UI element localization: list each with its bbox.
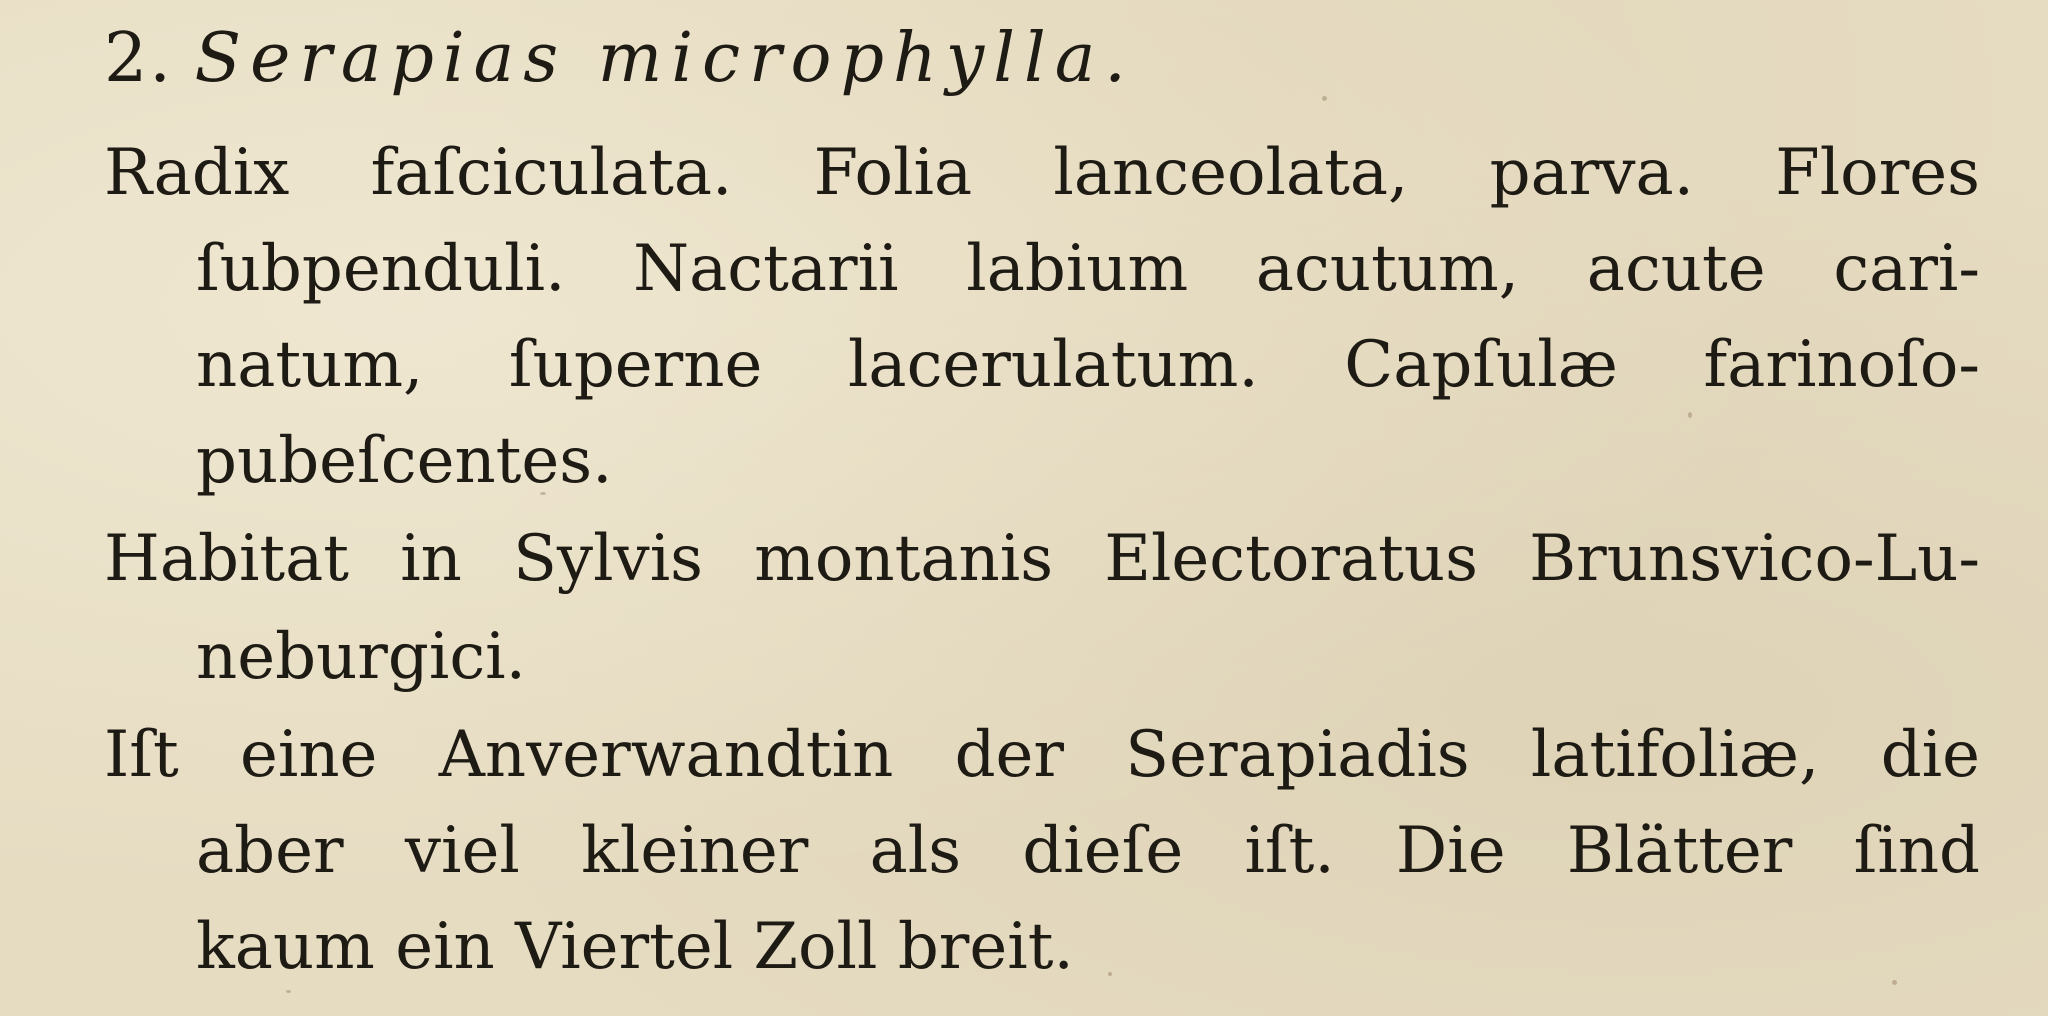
species-number: 2. (104, 19, 173, 98)
species-heading (104, 4, 1135, 114)
paper-speck (1322, 96, 1327, 101)
note-line-2: aber viel kleiner als dieſe iſt. Die Blätter ſind (196, 814, 1980, 888)
paper-speck (286, 990, 291, 993)
description-line-1: Radix faſciculata. Folia lanceolata, parva. Flores (104, 136, 1980, 210)
paper-speck (1688, 412, 1692, 418)
note-line-1: Iſt eine Anverwandtin der Serapiadis latifoliæ, die (104, 718, 1980, 792)
species-title: Serapias microphylla. (194, 19, 1135, 98)
description-line-4: pubeſcentes. (196, 424, 613, 498)
description-line-3: natum, ſuperne lacerulatum. Capſulæ farinoſo- (196, 328, 1980, 402)
paper-speck (1108, 972, 1112, 976)
habitat-line-1: Habitat in Sylvis montanis Electoratus Brunsvico-Lu- (104, 522, 1980, 596)
habitat-line-2: neburgici. (196, 620, 526, 694)
paper-speck (540, 492, 546, 495)
note-line-3: kaum ein Viertel Zoll breit. (196, 910, 1074, 984)
description-line-2: ſubpenduli. Nactarii labium acutum, acute cari- (196, 232, 1980, 306)
paper-speck (1892, 980, 1897, 985)
